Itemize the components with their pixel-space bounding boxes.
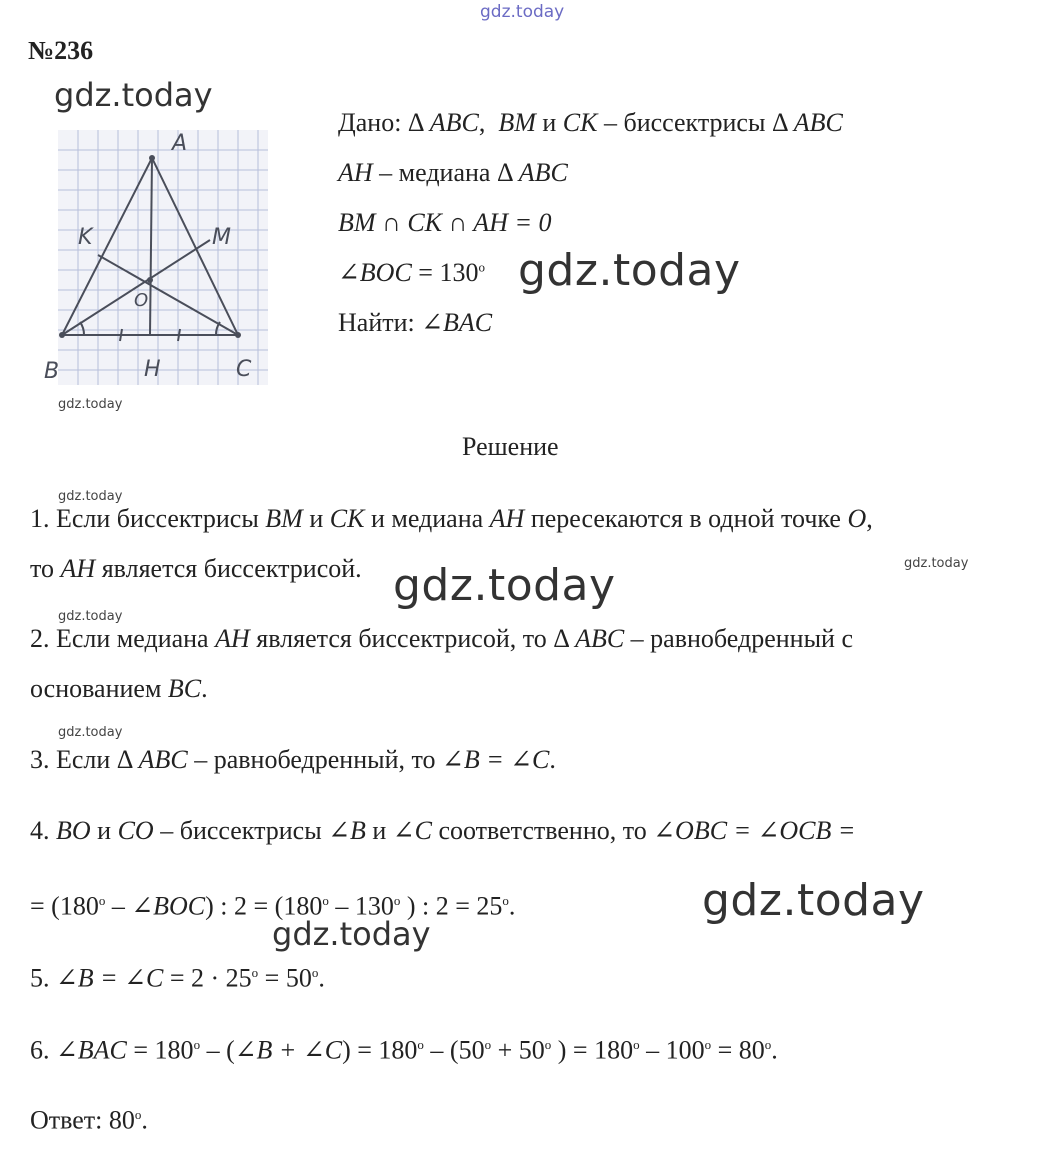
watermark-small-3: gdz.today xyxy=(904,556,969,571)
step-2-line-2: основанием BC. xyxy=(30,674,208,703)
given-line-4: ∠BOC = $130^o$ xyxy=(338,258,485,287)
triangle-figure xyxy=(40,120,270,390)
watermark-given: gdz.today xyxy=(518,245,741,296)
watermark-small-1: gdz.today xyxy=(58,397,123,412)
watermark-step4: gdz.today xyxy=(702,875,925,926)
given-line-3: BM ∩ CK ∩ AH = 0 xyxy=(338,208,552,237)
given-line-2: AH – медиана Δ ABC xyxy=(338,158,568,187)
step-2-line-1: 2. Если медиана AH является биссектрисой, то Δ ABC – равнобедренный с xyxy=(30,624,854,653)
watermark-figure: gdz.today xyxy=(54,76,213,114)
label-o: O xyxy=(134,290,149,311)
watermark-small-4: gdz.today xyxy=(58,609,123,624)
label-k: K xyxy=(78,225,93,250)
answer: Ответ: 80$^o$. xyxy=(30,1105,148,1135)
label-m: M xyxy=(212,225,231,250)
step-6: 6. ∠BAC = $180^o$ – (∠B + ∠C) = $180^o - (50^o + 50^o$ ) = $180^o - 100^o = 80^o$. xyxy=(30,1035,778,1065)
grid-paper xyxy=(58,130,268,385)
label-a: A xyxy=(172,131,188,156)
label-c: C xyxy=(236,357,252,382)
given-find: Найти: ∠BAC xyxy=(338,308,493,337)
step-4-line-1: 4. BO и CO – биссектрисы ∠B и ∠C соответственно, то ∠OBC = ∠OCB = xyxy=(30,816,856,845)
watermark-top: gdz.today xyxy=(480,2,565,22)
step-1-line-2: то AH является биссектрисой. xyxy=(30,554,362,583)
label-b: B xyxy=(44,359,60,384)
given-line-1: Дано: Δ ABC, BM и CK – биссектрисы Δ ABC xyxy=(338,108,843,137)
solution-header: Решение xyxy=(462,432,559,461)
watermark-step1: gdz.today xyxy=(393,560,616,611)
watermark-small-2: gdz.today xyxy=(58,489,123,504)
problem-number: №236 xyxy=(28,36,94,65)
step-4-line-2: = ($180^o$ – ∠BOC) : $2 = (180^o - 130^o$ ) : $2 = 25^o$. xyxy=(30,891,516,921)
step-1-line-1: 1. Если биссектрисы BM и CK и медиана AH пересекаются в одной точке O, xyxy=(30,504,873,533)
label-h: H xyxy=(144,357,161,382)
watermark-step5: gdz.today xyxy=(272,915,431,953)
watermark-small-5: gdz.today xyxy=(58,725,123,740)
step-5: 5. ∠B = ∠C = $2 \cdot 25^o = 50^o$. xyxy=(30,963,325,993)
step-3: 3. Если Δ ABC – равнобедренный, то ∠B = ∠C. xyxy=(30,745,556,774)
